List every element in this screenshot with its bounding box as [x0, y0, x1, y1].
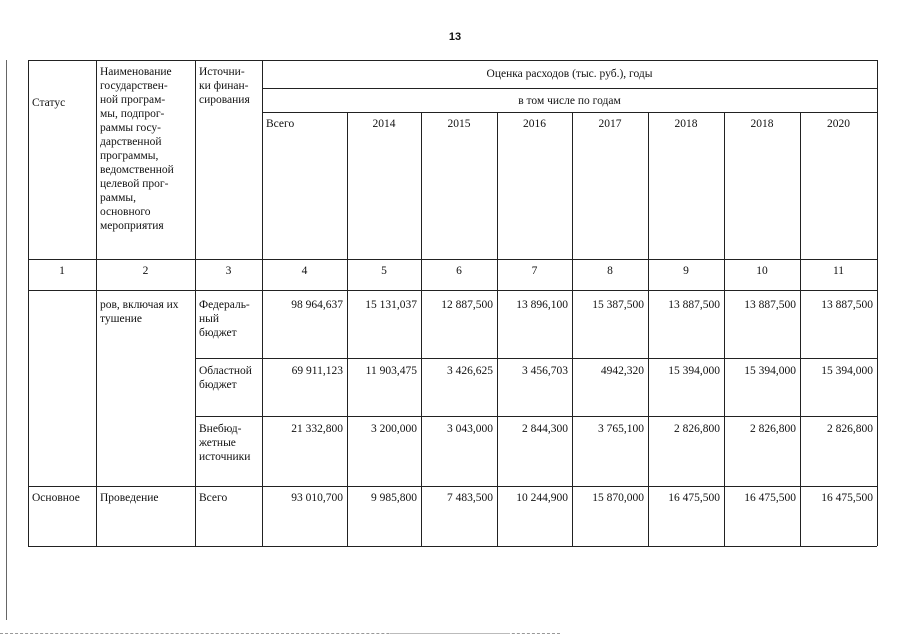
column-divider: [497, 112, 498, 546]
header-name-line: ной програм-: [100, 94, 166, 106]
source-label-line: ный: [199, 313, 220, 325]
value-cell: 13 887,500: [821, 299, 873, 311]
value-cell: 13 887,500: [668, 299, 720, 311]
column-numbers-bottom-border: [28, 290, 877, 291]
column-number: 10: [756, 265, 768, 277]
header-name-line: государствен-: [100, 80, 168, 92]
value-cell: 15 394,000: [668, 365, 720, 377]
value-cell: 15 131,037: [365, 299, 417, 311]
header-name-line: дарственной: [100, 136, 162, 148]
header-estimate: Оценка расходов (тыс. руб.), годы: [486, 68, 653, 80]
header-name-line: основного: [100, 206, 151, 218]
block1-name-line: ров, включая их: [100, 299, 179, 311]
column-number: 4: [301, 265, 308, 277]
header-source-line: Источни-: [199, 66, 245, 78]
value-cell: 4942,320: [600, 365, 644, 377]
value-cell: 7 483,500: [447, 492, 493, 504]
table-top-border: [28, 60, 877, 61]
header-year: 2020: [827, 118, 850, 130]
source-label-line: жетные: [199, 437, 236, 449]
value-cell: 3 200,000: [371, 423, 417, 435]
header-source-line: сирования: [199, 94, 250, 106]
header-year: 2017: [598, 118, 622, 130]
table-right-border: [877, 60, 878, 546]
column-divider: [421, 112, 422, 546]
header-year: 2018: [750, 118, 774, 130]
header-by-years: в том числе по годам: [518, 95, 621, 107]
value-cell: 15 870,000: [592, 492, 644, 504]
block2-source: Всего: [199, 492, 228, 504]
block2-name: Проведение: [100, 492, 159, 504]
column-number: 6: [456, 265, 462, 277]
column-divider: [195, 60, 196, 546]
column-number: 2: [142, 265, 149, 277]
value-cell: 98 964,637: [291, 299, 343, 311]
value-cell: 11 903,475: [365, 365, 417, 377]
source-label-line: источники: [199, 451, 251, 463]
estimate-header-divider: [262, 88, 877, 89]
header-year: 2016: [523, 118, 546, 130]
header-total: Всего: [266, 118, 295, 130]
header-source-line: ки финан-: [199, 80, 249, 92]
column-divider: [800, 112, 801, 546]
value-cell: 15 387,500: [592, 299, 644, 311]
source-label-line: Внебюд-: [199, 423, 242, 435]
header-status: Статус: [32, 97, 66, 109]
source-label-line: Федераль-: [199, 299, 250, 311]
column-divider: [572, 112, 573, 546]
column-number: 11: [832, 265, 845, 277]
value-cell: 16 475,500: [744, 492, 796, 504]
source-label-line: бюджет: [199, 327, 237, 339]
column-divider: [648, 112, 649, 546]
value-cell: 2 844,300: [522, 423, 568, 435]
value-cell: 16 475,500: [821, 492, 873, 504]
source-label-line: бюджет: [199, 379, 237, 391]
header-name-line: Наименование: [100, 66, 172, 78]
value-cell: 3 765,100: [598, 423, 644, 435]
years-header-divider: [262, 112, 877, 113]
row-divider: [195, 416, 877, 417]
header-year: 2015: [447, 118, 471, 130]
column-divider: [724, 112, 725, 546]
header-name-line: раммы,: [100, 192, 137, 204]
column-number: 8: [607, 265, 613, 277]
column-number: 1: [59, 265, 65, 277]
header-name-line: целевой прог-: [100, 178, 169, 190]
table-bottom-border: [28, 546, 877, 547]
block2-status: Основное: [32, 492, 80, 504]
column-divider: [96, 60, 97, 546]
header-bottom-border: [28, 259, 877, 260]
source-label-line: Областной: [199, 365, 252, 377]
value-cell: 93 010,700: [291, 492, 343, 504]
scan-bottom-artifact-2: [390, 633, 510, 634]
value-cell: 13 896,100: [516, 299, 568, 311]
header-name-line: мы, подпрог-: [100, 108, 165, 120]
header-year: 2018: [674, 118, 698, 130]
scan-left-edge: [6, 60, 7, 620]
row-divider: [195, 358, 877, 359]
value-cell: 2 826,800: [674, 423, 720, 435]
header-name-line: ведомственной: [100, 164, 174, 176]
value-cell: 16 475,500: [668, 492, 720, 504]
column-number: 7: [531, 265, 538, 277]
value-cell: 21 332,800: [291, 423, 343, 435]
value-cell: 13 887,500: [744, 299, 796, 311]
value-cell: 9 985,800: [371, 492, 417, 504]
value-cell: 10 244,900: [516, 492, 568, 504]
table-left-border: [28, 60, 29, 546]
value-cell: 15 394,000: [744, 365, 796, 377]
column-divider: [347, 112, 348, 546]
block-divider: [28, 486, 877, 487]
block1-name-line: тушение: [100, 313, 142, 325]
column-number: 5: [381, 265, 387, 277]
value-cell: 3 043,000: [447, 423, 493, 435]
header-name-line: программы,: [100, 150, 159, 162]
header-year: 2014: [372, 118, 396, 130]
column-divider: [262, 60, 263, 546]
header-name-line: раммы госу-: [100, 122, 162, 134]
value-cell: 3 426,625: [447, 365, 493, 377]
value-cell: 12 887,500: [441, 299, 493, 311]
value-cell: 15 394,000: [821, 365, 873, 377]
value-cell: 2 826,800: [827, 423, 873, 435]
column-number: 9: [683, 265, 689, 277]
column-number: 3: [225, 265, 232, 277]
value-cell: 2 826,800: [750, 423, 796, 435]
page-number: 13: [448, 31, 462, 43]
header-name-line: мероприятия: [100, 220, 164, 232]
value-cell: 3 456,703: [522, 365, 568, 377]
value-cell: 69 911,123: [291, 365, 343, 377]
